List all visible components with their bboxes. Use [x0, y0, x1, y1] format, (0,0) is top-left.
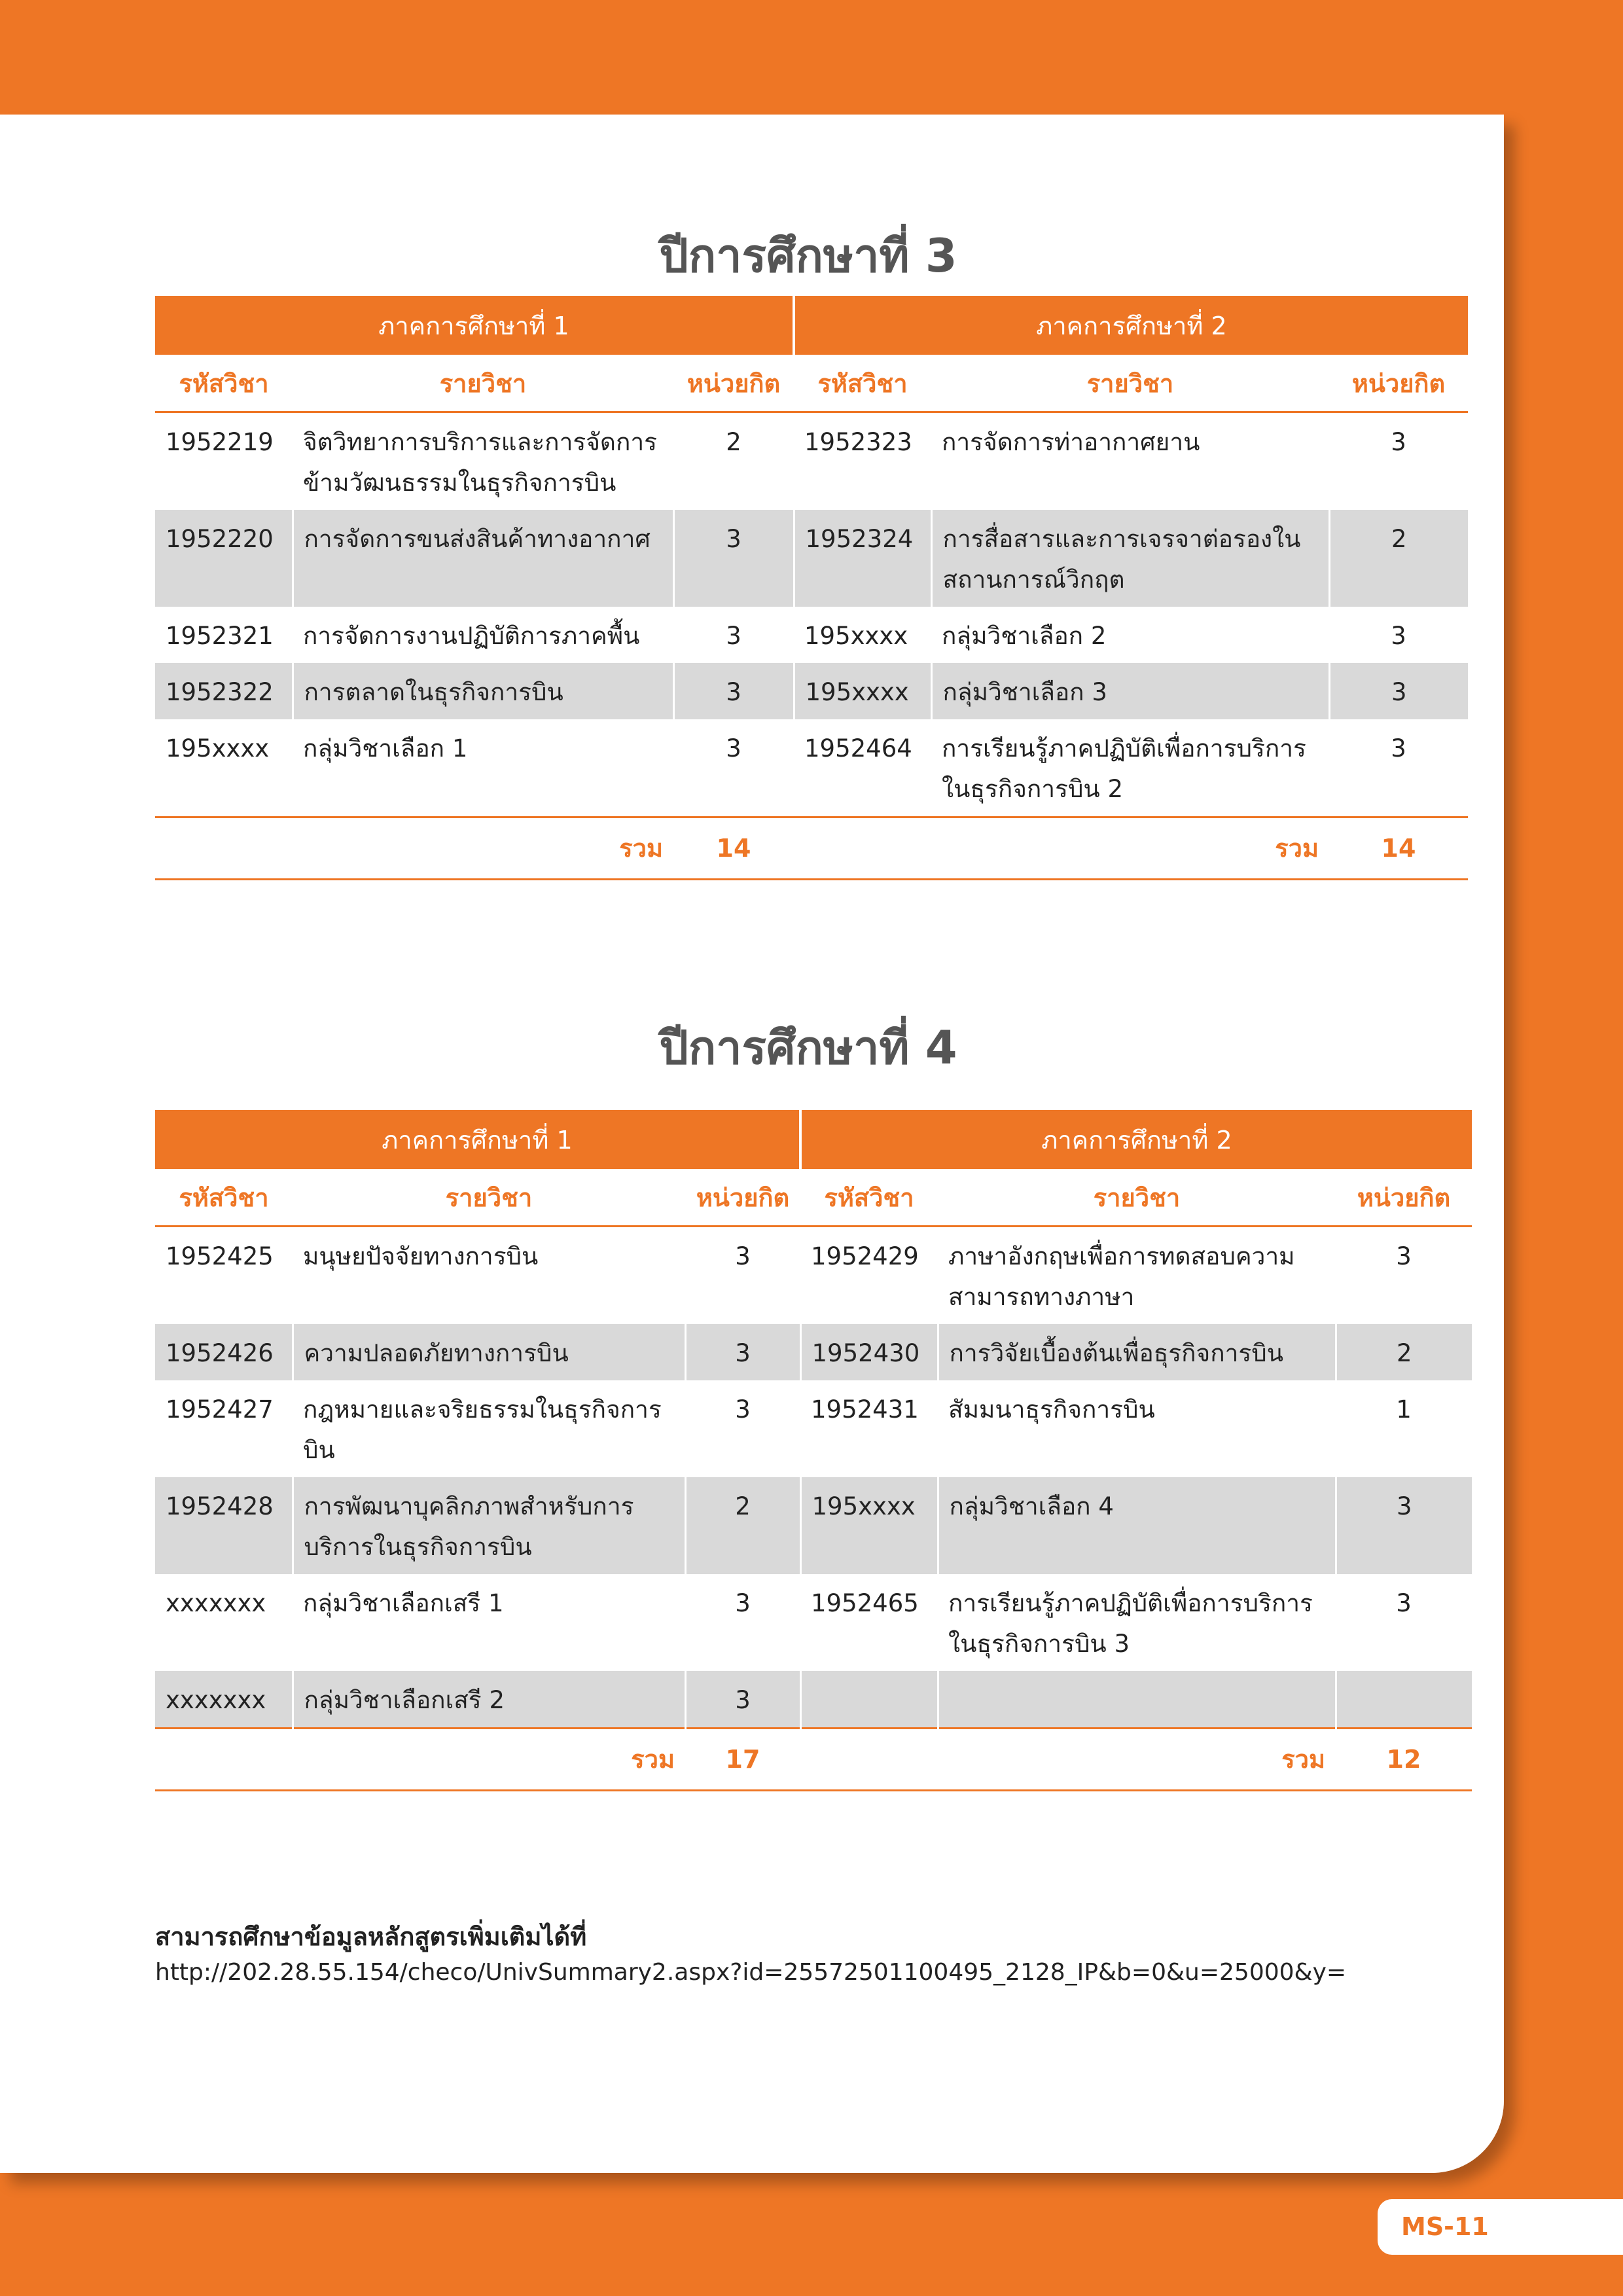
course-code: 1952430: [800, 1324, 938, 1380]
col-credit-header: หน่วยกิต: [673, 355, 794, 412]
table-row: [155, 607, 1468, 663]
col-credit-header: หน่วยกิต: [1336, 1169, 1472, 1227]
course-name: การเรียนรู้ภาคปฏิบัติเพื่อการบริการในธุรกิจการบิน 2: [942, 734, 1306, 803]
course-credit: 3: [673, 510, 794, 607]
table-row: [155, 1477, 1472, 1574]
year3-table: [155, 296, 1468, 880]
course-code: 1952427: [166, 1395, 274, 1424]
table-row: [155, 412, 1468, 511]
course-credit: 3: [735, 1395, 751, 1424]
course-credit: 1: [1396, 1395, 1412, 1424]
course-code: 1952428: [155, 1477, 293, 1574]
course-name: การตลาดในธุรกิจการบิน: [293, 663, 673, 719]
col-name-header: รายวิชา: [293, 1169, 685, 1227]
course-credit: [1336, 1671, 1472, 1729]
course-name: จิตวิทยาการบริการและการจัดการข้ามวัฒนธรรมในธุรกิจการบิน: [303, 428, 657, 497]
table-row: [155, 1227, 1472, 1325]
course-code: 1952220: [155, 510, 293, 607]
course-code: 1952426: [155, 1324, 293, 1380]
col-name-header: รายวิชา: [931, 355, 1329, 412]
course-credit: 2: [685, 1477, 800, 1574]
curriculum-link[interactable]: http://202.28.55.154/checo/UnivSummary2.aspx?id=25572501100495_2128_IP&b=0&u=25000&y=: [155, 1959, 1347, 1986]
total-credits: 17: [685, 1729, 800, 1791]
course-name: กลุ่มวิชาเลือก 4: [938, 1477, 1336, 1574]
course-credit: 3: [1336, 1477, 1472, 1574]
total-label: รวม: [931, 817, 1329, 880]
total-credits: 12: [1336, 1729, 1472, 1791]
table-row: [155, 1574, 1472, 1671]
course-code: 195xxxx: [166, 734, 270, 762]
course-name: การสื่อสารและการเจรจาต่อรองในสถานการณ์วิกฤต: [931, 510, 1329, 607]
course-code: 1952324: [794, 510, 931, 607]
page-number-badge: MS-11: [1378, 2199, 1623, 2255]
course-code: 195xxxx: [800, 1477, 938, 1574]
course-code: xxxxxxx: [155, 1671, 293, 1729]
course-name: กลุ่มวิชาเลือกเสรี 1: [303, 1589, 504, 1617]
col-name-header: รายวิชา: [938, 1169, 1336, 1227]
col-name-header: รายวิชา: [293, 355, 673, 412]
course-code: 1952219: [166, 428, 274, 456]
course-name: การวิจัยเบื้องต้นเพื่อธุรกิจการบิน: [938, 1324, 1336, 1380]
course-code: 1952464: [804, 734, 912, 762]
col-code-header: รหัสวิชา: [155, 355, 293, 412]
course-code: 1952465: [811, 1589, 919, 1617]
course-credit: 2: [1329, 510, 1468, 607]
total-row: [155, 1729, 1472, 1791]
table-row: [155, 510, 1468, 607]
col-code-header: รหัสวิชา: [155, 1169, 293, 1227]
course-code: 1952425: [166, 1242, 274, 1270]
course-code: 1952321: [166, 622, 274, 650]
course-name: ความปลอดภัยทางการบิน: [293, 1324, 685, 1380]
course-name: การจัดการงานปฏิบัติการภาคพื้น: [303, 622, 640, 650]
table-row: [155, 663, 1468, 719]
total-credits: 14: [1329, 817, 1468, 880]
course-credit: 3: [685, 1324, 800, 1380]
course-credit: 3: [1396, 1589, 1412, 1617]
course-credit: 3: [726, 622, 741, 650]
year3-sem2-header: ภาคการศึกษาที่ 2: [794, 296, 1468, 355]
course-code: xxxxxxx: [166, 1589, 266, 1617]
total-label: รวม: [293, 817, 673, 880]
year4-sem1-header: ภาคการศึกษาที่ 1: [155, 1110, 800, 1169]
year3-sem1-header: ภาคการศึกษาที่ 1: [155, 296, 794, 355]
course-name: สัมมนาธุรกิจการบิน: [948, 1395, 1155, 1424]
course-name: การพัฒนาบุคลิกภาพสำหรับการบริการในธุรกิจการบิน: [293, 1477, 685, 1574]
total-row: [155, 817, 1468, 880]
course-credit: 3: [1391, 428, 1406, 456]
total-label: รวม: [938, 1729, 1336, 1791]
course-name: กลุ่มวิชาเลือก 2: [942, 622, 1107, 650]
col-credit-header: หน่วยกิต: [1329, 355, 1468, 412]
course-credit: 3: [673, 663, 794, 719]
total-credits: 14: [673, 817, 794, 880]
course-name: การจัดการขนส่งสินค้าทางอากาศ: [293, 510, 673, 607]
course-name: กลุ่มวิชาเลือกเสรี 2: [293, 1671, 685, 1729]
course-credit: 2: [726, 428, 741, 456]
course-name: กลุ่มวิชาเลือก 1: [303, 734, 468, 762]
col-code-header: รหัสวิชา: [800, 1169, 938, 1227]
course-credit: 3: [685, 1671, 800, 1729]
course-code: 1952431: [811, 1395, 919, 1424]
course-name: กฎหมายและจริยธรรมในธุรกิจการบิน: [303, 1395, 662, 1464]
course-code: 1952323: [804, 428, 912, 456]
course-credit: 3: [1391, 622, 1406, 650]
course-code: 195xxxx: [804, 622, 908, 650]
course-credit: 3: [726, 734, 741, 762]
course-name: กลุ่มวิชาเลือก 3: [931, 663, 1329, 719]
course-code: 195xxxx: [794, 663, 931, 719]
total-label: รวม: [293, 1729, 685, 1791]
course-credit: 3: [1329, 663, 1468, 719]
course-credit: 3: [1396, 1242, 1412, 1270]
year4-sem2-header: ภาคการศึกษาที่ 2: [800, 1110, 1472, 1169]
course-code: [800, 1671, 938, 1729]
course-credit: 2: [1336, 1324, 1472, 1380]
course-code: 1952429: [811, 1242, 919, 1270]
table-row: [155, 1324, 1472, 1380]
course-credit: 3: [735, 1589, 751, 1617]
col-code-header: รหัสวิชา: [794, 355, 931, 412]
table-row: [155, 1380, 1472, 1477]
table-row: [155, 719, 1468, 817]
course-credit: 3: [735, 1242, 751, 1270]
course-name: การจัดการท่าอากาศยาน: [942, 428, 1200, 456]
table-row: [155, 1671, 1472, 1729]
course-name: มนุษยปัจจัยทางการบิน: [303, 1242, 539, 1270]
course-code: 1952322: [155, 663, 293, 719]
year4-title: ปีการศึกษาที่ 4: [659, 1021, 957, 1075]
more-info-heading: สามารถศึกษาข้อมูลหลักสูตรเพิ่มเติมได้ที่: [155, 1922, 587, 1951]
course-credit: 3: [1391, 734, 1406, 762]
course-name: [938, 1671, 1336, 1729]
course-name: ภาษาอังกฤษเพื่อการทดสอบความสามารถทางภาษา: [948, 1242, 1295, 1311]
year3-title: ปีการศึกษาที่ 3: [659, 229, 957, 283]
col-credit-header: หน่วยกิต: [685, 1169, 800, 1227]
course-name: การเรียนรู้ภาคปฏิบัติเพื่อการบริการในธุรกิจการบิน 3: [948, 1589, 1313, 1658]
year4-table: [155, 1110, 1472, 1791]
